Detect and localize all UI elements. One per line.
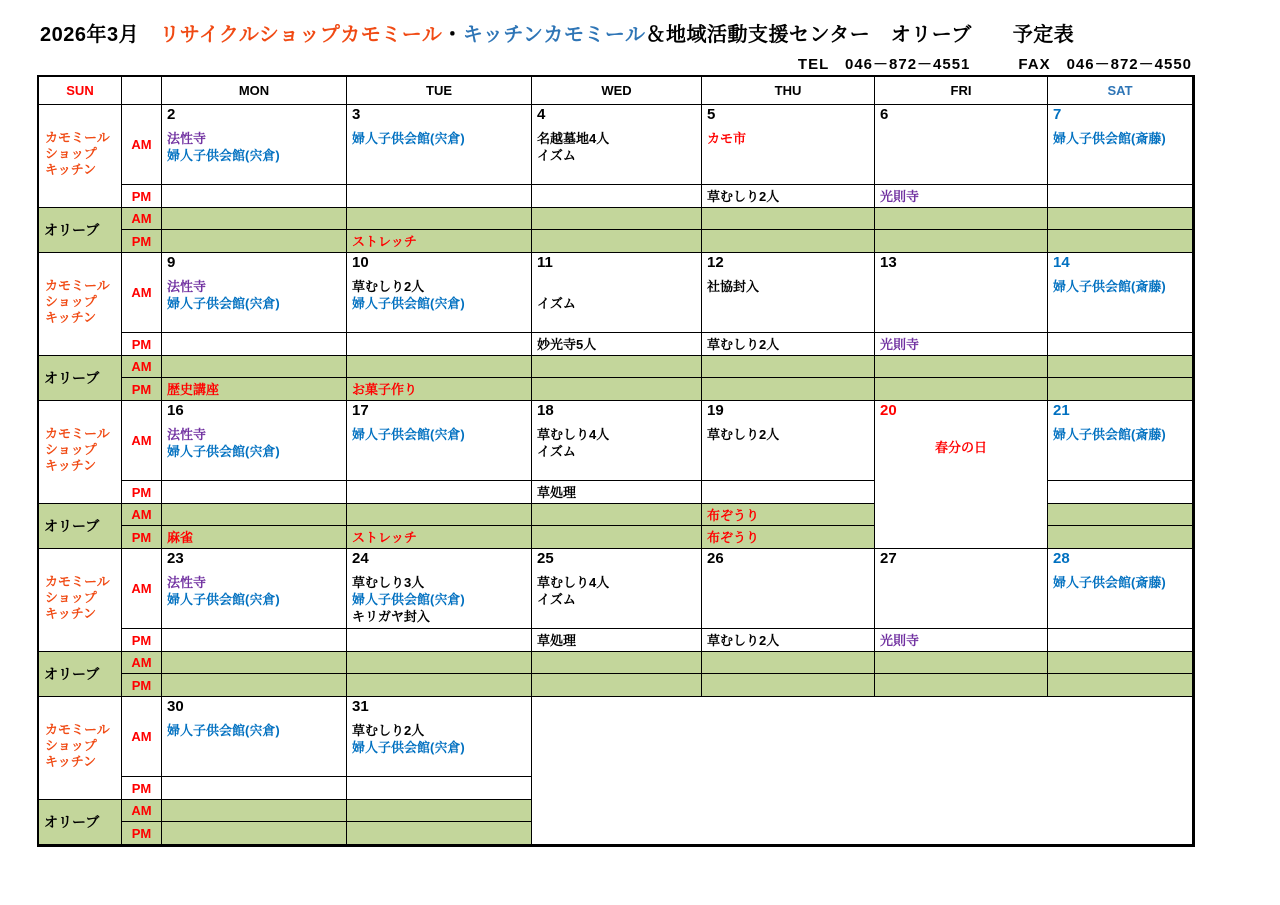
shop-label-line: キッチン [45, 754, 97, 769]
cell-w1-tue-opm [347, 230, 531, 252]
cell-w4-fri-opm [875, 674, 1047, 696]
schedule-entry: 草むしり4人 [537, 427, 610, 442]
schedule-entry: 光則寺 [880, 189, 920, 204]
cell-w2-mon-oam [162, 356, 346, 377]
schedule-entry: ストレッチ [352, 234, 417, 249]
cell-w3-sat-pm [1048, 481, 1192, 503]
cell-w3-tue-pm [347, 481, 531, 503]
cell-w1-sat-am [1048, 105, 1192, 184]
cell-w1-thu-oam [702, 208, 874, 229]
header-tue: TUE [347, 77, 531, 104]
cell-w4-thu-oam [702, 652, 874, 673]
olive-am-label: AM [122, 504, 161, 525]
cell-w3-mon-am [162, 401, 346, 480]
shop-pm-label: PM [122, 481, 161, 503]
schedule-entry: 婦人子供会館(宍倉) [167, 296, 280, 311]
cell-w3-tue-am [347, 401, 531, 480]
cell-w4-wed-am [532, 549, 701, 628]
schedule-entry: イズム [537, 296, 576, 311]
am-entries [1053, 130, 1190, 147]
page-title [40, 18, 1074, 47]
date-number: 20 [880, 402, 897, 419]
cell-w1-fri-pm [875, 185, 1047, 207]
schedule-entry: 婦人子供会館(斎藤) [1053, 131, 1166, 146]
cell-w2-wed-opm [532, 378, 701, 400]
date-number: 2 [167, 106, 176, 123]
schedule-entry: イズム [537, 444, 576, 459]
cell-w2-mon-pm [162, 333, 346, 355]
cell-w1-thu-pm [702, 185, 874, 207]
date-number: 10 [352, 254, 369, 271]
cell-w1-wed-am [532, 105, 701, 184]
date-number: 28 [1053, 550, 1070, 567]
holiday-cell-20 [875, 401, 1047, 548]
cell-w2-fri-opm [875, 378, 1047, 400]
cell-w1-fri-opm [875, 230, 1047, 252]
olive-am-label: AM [122, 800, 161, 821]
row-label-olive: オリーブ [39, 356, 121, 400]
schedule-entry: 草むしり2人 [352, 723, 425, 738]
shop-am-label: AM [122, 697, 161, 776]
header-fri: FRI [875, 77, 1047, 104]
date-number: 4 [537, 106, 546, 123]
shop-am-label: AM [122, 105, 161, 184]
cell-w3-mon-pm [162, 481, 346, 503]
shop-pm-label: PM [122, 185, 161, 207]
shop-label-line: ショップ [45, 294, 97, 309]
contact-info: TEL 046－872－4551 FAX 046－872－4550 [797, 56, 1192, 73]
row-label-shop [39, 105, 121, 207]
cell-w2-mon-opm [162, 378, 346, 400]
am-entries [537, 278, 699, 312]
cell-w5-tue-pm [347, 777, 531, 799]
cell-w4-tue-am [347, 549, 531, 628]
cell-w3-wed-opm [532, 526, 701, 548]
cell-w3-mon-opm [162, 526, 346, 548]
am-entries [537, 130, 699, 164]
am-entries [352, 574, 529, 625]
cell-w2-fri-oam [875, 356, 1047, 377]
cell-w5-tue-opm [347, 822, 531, 844]
cell-w1-thu-am [702, 105, 874, 184]
am-entries [167, 426, 344, 460]
schedule-entry: 光則寺 [880, 633, 920, 648]
cell-w1-sat-opm [1048, 230, 1192, 252]
am-entries [167, 278, 344, 312]
cell-w4-fri-pm [875, 629, 1047, 651]
date-number: 31 [352, 698, 369, 715]
cell-w2-wed-oam [532, 356, 701, 377]
cell-w4-tue-opm [347, 674, 531, 696]
date-number: 30 [167, 698, 184, 715]
schedule-entry: カモ市 [707, 131, 747, 146]
cell-w3-wed-pm [532, 481, 701, 503]
shop-pm-label: PM [122, 629, 161, 651]
cell-w3-thu-oam [702, 504, 874, 525]
am-entries [352, 130, 529, 147]
schedule-entry: 草処理 [537, 633, 577, 648]
cell-w1-wed-opm [532, 230, 701, 252]
am-entries [707, 130, 872, 147]
cell-w3-thu-am [702, 401, 874, 480]
cell-w4-mon-pm [162, 629, 346, 651]
cell-w3-tue-oam [347, 504, 531, 525]
shop-label-line: ショップ [45, 146, 97, 161]
am-entries [352, 426, 529, 443]
cell-w1-mon-pm [162, 185, 346, 207]
row-label-olive: オリーブ [39, 652, 121, 696]
cell-w5-tue-am [347, 697, 531, 776]
am-entries [1053, 278, 1190, 295]
cell-w5-tue-oam [347, 800, 531, 821]
shop-label-line: カモミール [45, 722, 110, 737]
olive-am-label: AM [122, 652, 161, 673]
cell-w4-tue-pm [347, 629, 531, 651]
cell-w2-thu-opm [702, 378, 874, 400]
schedule-entry: 草むしり3人 [352, 575, 425, 590]
schedule-entry: 婦人子供会館(宍倉) [352, 131, 465, 146]
schedule-entry: 法性寺 [167, 575, 207, 590]
am-entries [352, 278, 529, 312]
shop-label-line: ショップ [45, 738, 97, 753]
schedule-entry: キリガヤ封入 [352, 609, 430, 624]
schedule-entry [537, 278, 699, 295]
row-label-olive: オリーブ [39, 504, 121, 548]
schedule-entry: 草むしり2人 [707, 633, 780, 648]
cell-w1-wed-oam [532, 208, 701, 229]
title-part-4: ＆地域活動支援センター オリーブ 予定表 [645, 24, 1075, 46]
cell-w4-thu-pm [702, 629, 874, 651]
date-number: 6 [880, 106, 889, 123]
cell-w1-mon-opm [162, 230, 346, 252]
date-number: 3 [352, 106, 361, 123]
cell-w1-tue-oam [347, 208, 531, 229]
cell-w3-sat-oam [1048, 504, 1192, 525]
schedule-entry: 婦人子供会館(斎藤) [1053, 575, 1166, 590]
schedule-entry: イズム [537, 592, 576, 607]
schedule-entry: 婦人子供会館(宍倉) [352, 740, 465, 755]
schedule-entry: 婦人子供会館(斎藤) [1053, 427, 1166, 442]
cell-w2-sat-oam [1048, 356, 1192, 377]
cell-w3-wed-oam [532, 504, 701, 525]
cell-w4-tue-oam [347, 652, 531, 673]
schedule-entry: 法性寺 [167, 427, 207, 442]
cell-w2-sat-pm [1048, 333, 1192, 355]
olive-am-label: AM [122, 356, 161, 377]
header-thu: THU [702, 77, 874, 104]
cell-w2-thu-oam [702, 356, 874, 377]
header-wed: WED [532, 77, 701, 104]
cell-w5-mon-pm [162, 777, 346, 799]
row-label-olive: オリーブ [39, 208, 121, 252]
cell-w4-mon-am [162, 549, 346, 628]
schedule-entry: 布ぞうり [707, 530, 760, 545]
schedule-entry: 婦人子供会館(宍倉) [167, 444, 280, 459]
schedule-entry: イズム [537, 148, 576, 163]
cell-w4-mon-oam [162, 652, 346, 673]
schedule-entry: 婦人子供会館(宍倉) [167, 592, 280, 607]
date-number: 9 [167, 254, 176, 271]
cell-w4-thu-opm [702, 674, 874, 696]
date-number: 5 [707, 106, 716, 123]
cell-w1-tue-am [347, 105, 531, 184]
cell-w3-thu-opm [702, 526, 874, 548]
cell-w2-wed-am [532, 253, 701, 332]
cell-w3-tue-opm [347, 526, 531, 548]
date-number: 12 [707, 254, 724, 271]
row-label-shop [39, 253, 121, 355]
cell-w4-sat-oam [1048, 652, 1192, 673]
date-number: 24 [352, 550, 369, 567]
header-blank [122, 77, 161, 104]
title-part-1: リサイクルショップカモミール [159, 24, 443, 46]
cell-w4-thu-am [702, 549, 874, 628]
shop-label-line: キッチン [45, 606, 97, 621]
schedule-entry: 法性寺 [167, 279, 207, 294]
cell-w4-wed-opm [532, 674, 701, 696]
schedule-entry: 名越墓地4人 [537, 131, 610, 146]
cell-w2-sat-opm [1048, 378, 1192, 400]
cell-w2-tue-pm [347, 333, 531, 355]
schedule-entry: 麻雀 [167, 530, 194, 545]
schedule-entry: 婦人子供会館(斎藤) [1053, 279, 1166, 294]
schedule-entry: 婦人子供会館(宍倉) [352, 427, 465, 442]
am-entries [537, 574, 699, 608]
date-number: 13 [880, 254, 897, 271]
shop-label-line: ショップ [45, 590, 97, 605]
cell-w5-mon-oam [162, 800, 346, 821]
cell-w3-mon-oam [162, 504, 346, 525]
date-number: 11 [537, 254, 553, 271]
header-sat: SAT [1048, 77, 1192, 104]
cell-w4-sat-pm [1048, 629, 1192, 651]
date-number: 21 [1053, 402, 1070, 419]
schedule-table [37, 75, 1195, 847]
schedule-entry: 光則寺 [880, 337, 920, 352]
shop-label-line: キッチン [45, 458, 97, 473]
title-part-2: ・ [442, 24, 463, 46]
schedule-entry: 草むしり2人 [352, 279, 425, 294]
date-number: 7 [1053, 106, 1062, 123]
cell-w3-sat-opm [1048, 526, 1192, 548]
cell-w3-thu-pm [702, 481, 874, 503]
cell-w3-sat-am [1048, 401, 1192, 480]
schedule-entry: 歴史講座 [167, 382, 220, 397]
schedule-entry: 布ぞうり [707, 508, 760, 523]
cell-w2-fri-pm [875, 333, 1047, 355]
schedule-entry: 婦人子供会館(宍倉) [352, 592, 465, 607]
am-entries [1053, 426, 1190, 443]
title-part-0: 2026年3月 [40, 24, 160, 46]
cell-w1-mon-oam [162, 208, 346, 229]
schedule-entry: 婦人子供会館(宍倉) [167, 148, 280, 163]
shop-label-line: ショップ [45, 442, 97, 457]
am-entries [167, 722, 344, 739]
schedule-entry: 社協封入 [707, 279, 760, 294]
row-label-shop [39, 549, 121, 651]
header-mon: MON [162, 77, 346, 104]
schedule-entry: 草処理 [537, 485, 577, 500]
olive-pm-label: PM [122, 378, 161, 400]
cell-w5-mon-am [162, 697, 346, 776]
cell-w2-tue-am [347, 253, 531, 332]
cell-w1-thu-opm [702, 230, 874, 252]
cell-w2-fri-am [875, 253, 1047, 332]
cell-w4-fri-oam [875, 652, 1047, 673]
shop-pm-label: PM [122, 333, 161, 355]
date-number: 23 [167, 550, 184, 567]
am-entries [352, 722, 529, 756]
am-entries [167, 574, 344, 608]
cell-w2-wed-pm [532, 333, 701, 355]
shop-am-label: AM [122, 253, 161, 332]
cell-w2-mon-am [162, 253, 346, 332]
cell-w4-wed-pm [532, 629, 701, 651]
holiday-label: 春分の日 [934, 440, 987, 455]
cell-w1-wed-pm [532, 185, 701, 207]
schedule-entry: ストレッチ [352, 530, 417, 545]
olive-pm-label: PM [122, 674, 161, 696]
cell-w4-mon-opm [162, 674, 346, 696]
row-label-shop [39, 697, 121, 799]
date-number: 14 [1053, 254, 1070, 271]
schedule-entry: 婦人子供会館(宍倉) [352, 296, 465, 311]
shop-label-line: カモミール [45, 278, 110, 293]
am-entries [707, 278, 872, 295]
shop-label-line: キッチン [45, 310, 97, 325]
am-entries [1053, 574, 1190, 591]
cell-w3-wed-am [532, 401, 701, 480]
date-number: 18 [537, 402, 554, 419]
cell-w1-tue-pm [347, 185, 531, 207]
cell-w2-tue-oam [347, 356, 531, 377]
cell-w5-mon-opm [162, 822, 346, 844]
schedule-entry: 婦人子供会館(宍倉) [167, 723, 280, 738]
cell-w2-sat-am [1048, 253, 1192, 332]
shop-am-label: AM [122, 401, 161, 480]
shop-label-line: キッチン [45, 162, 97, 177]
row-label-olive: オリーブ [39, 800, 121, 844]
cell-w1-sat-pm [1048, 185, 1192, 207]
shop-label-line: カモミール [45, 130, 110, 145]
row-label-shop [39, 401, 121, 503]
schedule-entry: 草むしり2人 [707, 427, 780, 442]
date-number: 19 [707, 402, 724, 419]
date-number: 27 [880, 550, 897, 567]
olive-pm-label: PM [122, 230, 161, 252]
olive-pm-label: PM [122, 822, 161, 844]
header-sun: SUN [39, 77, 121, 104]
am-entries [167, 130, 344, 164]
am-entries [537, 426, 699, 460]
cell-w2-tue-opm [347, 378, 531, 400]
shop-label-line: カモミール [45, 574, 110, 589]
olive-am-label: AM [122, 208, 161, 229]
cell-w4-wed-oam [532, 652, 701, 673]
olive-pm-label: PM [122, 526, 161, 548]
cell-w1-mon-am [162, 105, 346, 184]
schedule-entry: 草むしり2人 [707, 337, 780, 352]
shop-am-label: AM [122, 549, 161, 628]
cell-w4-sat-opm [1048, 674, 1192, 696]
cell-w4-fri-am [875, 549, 1047, 628]
date-number: 25 [537, 550, 554, 567]
date-number: 26 [707, 550, 724, 567]
cell-w1-sat-oam [1048, 208, 1192, 229]
illustration-cell [532, 697, 1192, 844]
cell-w4-sat-am [1048, 549, 1192, 628]
cell-w2-thu-am [702, 253, 874, 332]
schedule-entry: 法性寺 [167, 131, 207, 146]
date-number: 16 [167, 402, 184, 419]
cell-w2-thu-pm [702, 333, 874, 355]
schedule-entry: 草むしり2人 [707, 189, 780, 204]
shop-pm-label: PM [122, 777, 161, 799]
cell-w1-fri-am [875, 105, 1047, 184]
schedule-entry: 妙光寺5人 [537, 337, 597, 352]
date-number: 17 [352, 402, 369, 419]
shop-label-line: カモミール [45, 426, 110, 441]
title-part-3: キッチンカモミール [462, 24, 646, 46]
am-entries [707, 426, 872, 443]
cell-w1-fri-oam [875, 208, 1047, 229]
schedule-entry: 草むしり4人 [537, 575, 610, 590]
schedule-entry: お菓子作り [352, 382, 418, 397]
